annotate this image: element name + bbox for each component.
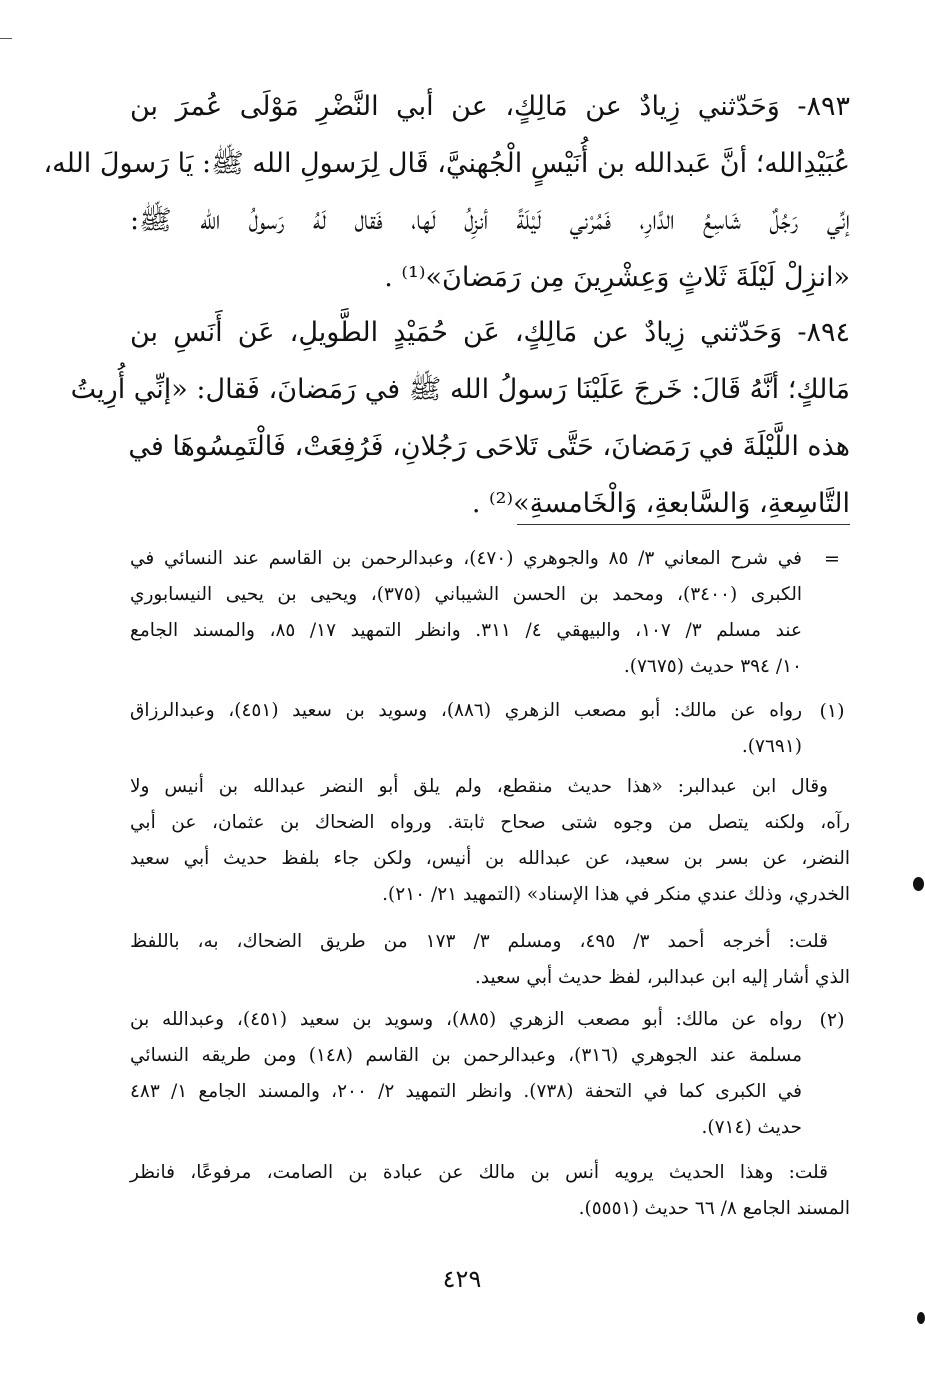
footnote-line: المسند الجامع ٨/ ٦٦ حديث (٥٥٥١). (578, 1198, 850, 1219)
footnote-line: (٧٦٩١). (741, 736, 802, 757)
hadith-line: عُبَيْدِالله؛ أنَّ عَبدالله بن أُنَيْسٍ الْجُهنيَّ، قَال لِرَسولِ الله ﷺ: يَا رَسولَ الله، (43, 148, 850, 179)
hadith-line: التَّاسِعةِ، وَالسَّابعةِ، وَالْخَامسةِ»⁽²⁾ . (471, 488, 850, 519)
footnote-1 (130, 693, 850, 765)
footnote-continuation (130, 541, 850, 685)
footnote-line: الكبرى (٣٤٠٠)، ومحمد بن الحسن الشيباني (٣٧٥)، ويحيى بن يحيى النيسابوري (130, 584, 803, 605)
scan-edge-mark (0, 38, 12, 39)
footnote-line: رواه عن مالك: أبو مصعب الزهري (٨٨٦)، وسويد بن سعيد (٤٥١)، وعبدالرزاق (130, 700, 802, 721)
footnote-marker: (١) (819, 700, 845, 722)
hadith-line: ٨٩٣- وَحَدّثني زِيادٌ عن مَالِكٍ، عن أبي النَّضْرِ مَوْلَى عُمرَ بن (130, 91, 850, 122)
hadith-893 (43, 78, 850, 306)
hadith-line: إنِّي رَجُلٌ شَاسِعُ الدَّارِ، فَمُرْني لَيْلَةً أنزِلُ لَها، فَقال لَهُ رَسولُ الله ﷺ: (130, 205, 850, 236)
footnote-line: رواه عن مالك: أبو مصعب الزهري (٨٨٥)، وسويد بن سعيد (٤٥١)، وعبدالله بن (130, 1009, 802, 1030)
footnote-line: ١٠/ ٣٩٤ حديث (٧٦٧٥). (623, 656, 802, 677)
page-number: ٤٢٩ (442, 1265, 482, 1293)
hadith-line: «انزِلْ لَيْلَةَ ثَلاثٍ وَعِشْرِينَ مِن رَمَضانَ»⁽¹⁾ . (384, 262, 850, 293)
footnote-2-paragraph-2 (130, 1155, 850, 1227)
hadith-894 (70, 304, 850, 532)
footnote-line: قلت: أخرجه أحمد ٣/ ٤٩٥، ومسلم ٣/ ١٧٣ من طريق الضحاك، به، باللفظ (130, 931, 828, 952)
footnote-line: النضر، عن بسر بن سعيد، عن عبدالله بن أنيس، ولكن جاء بلفظ حديث أبي سعيد (130, 848, 850, 869)
footnote-line: عند مسلم ٣/ ١٠٧، والبيهقي ٤/ ٣١١. وانظر التمهيد ١٧/ ٨٥، والمسند الجامع (130, 620, 802, 641)
hadith-line: هذه اللَّيْلَةَ في رَمَضانَ، حَتَّى تَلاحَى رَجُلانِ، فَرُفِعَتْ، فَالْتَمِسُوهَا في (128, 431, 850, 462)
footnote-1-paragraph-3 (130, 924, 850, 996)
footnote-line: قلت: وهذا الحديث يرويه أنس بن مالك عن عبادة بن الصامت، مرفوعًا، فانظر (130, 1162, 828, 1183)
footnote-marker: = (824, 548, 840, 570)
footnote-line: حديث (٧١٤). (701, 1117, 802, 1138)
margin-dot (917, 1312, 925, 1324)
footnote-line: الخدري، وذلك عندي منكر في هذا الإسناد» (التمهيد ٢١/ ٢١٠). (382, 884, 850, 905)
hadith-line: ٨٩٤- وَحَدّثني زِيادٌ عن مَالِكٍ، عَن حُمَيْدٍ الطَّويلِ، عَن أَنَسِ بن (130, 317, 850, 348)
footnote-2 (130, 1002, 850, 1146)
footnote-marker: (٢) (819, 1009, 845, 1031)
footnote-divider (517, 524, 850, 525)
footnote-line: الذي أشار إليه ابن عبدالبر، لفظ حديث أبي سعيد. (474, 967, 850, 988)
footnote-1-paragraph-2 (130, 769, 850, 913)
footnote-line: في شرح المعاني ٣/ ٨٥ والجوهري (٤٧٠)، وعبدالرحمن بن القاسم عند النسائي في (130, 548, 802, 569)
hadith-line: مَالكٍ؛ أنَّهُ قَالَ: خَرجَ عَلَيْنَا رَسولُ الله ﷺ في رَمَضانَ، فَقال: «إنِّي أُرِيتُ (70, 374, 850, 405)
footnote-line: رآه، ولكنه يتصل من وجوه شتى صحاح ثابتة. ورواه الضحاك بن عثمان، عن أبي (130, 812, 850, 833)
footnote-line: مسلمة عند الجوهري (٣١٦)، وعبدالرحمن بن القاسم (١٤٨) ومن طريقه النسائي (130, 1045, 802, 1066)
margin-dot (913, 877, 924, 891)
footnote-line: في الكبرى كما في التحفة (٧٣٨). وانظر التمهيد ٢/ ٢٠٠، والمسند الجامع ١/ ٤٨٣ (130, 1081, 802, 1102)
footnote-line: وقال ابن عبدالبر: «هذا حديث منقطع، ولم يلق أبو النضر عبدالله بن أنيس ولا (130, 776, 828, 797)
